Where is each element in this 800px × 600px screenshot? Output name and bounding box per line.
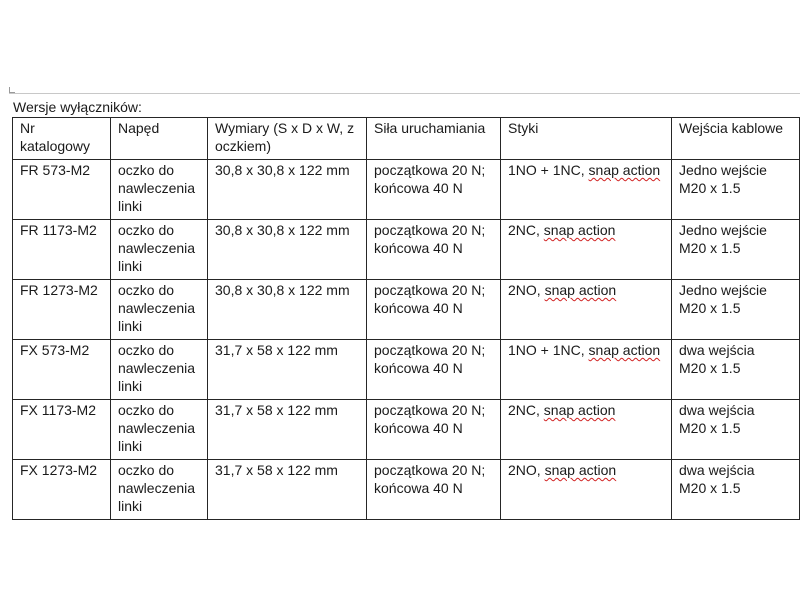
- cable-entry-count: dwa wejścia: [679, 342, 755, 358]
- table-row: [13, 400, 800, 460]
- contacts-config: 1NO + 1NC,: [508, 342, 585, 358]
- page-margin-rule: [9, 93, 800, 94]
- cell-actuation-force: [367, 460, 501, 520]
- header-contacts: Styki: [501, 118, 672, 160]
- table-row: [13, 220, 800, 280]
- cell-dimensions: 30,8 x 30,8 x 122 mm: [208, 220, 367, 280]
- cell-actuation-force: [367, 400, 501, 460]
- cell-drive: oczko do nawleczenia linki: [111, 340, 208, 400]
- contacts-config: 2NC,: [508, 402, 540, 418]
- switch-versions-table: [12, 117, 800, 520]
- table-row: [13, 160, 800, 220]
- force-start: początkowa 20 N;: [374, 282, 486, 298]
- force-start: początkowa 20 N;: [374, 402, 486, 418]
- cell-catalog-number: FR 1273-M2: [13, 280, 111, 340]
- force-end: końcowa 40 N: [374, 360, 463, 376]
- contacts-type: snap action: [543, 222, 616, 238]
- contacts-config: 2NO,: [508, 462, 541, 478]
- force-start: początkowa 20 N;: [374, 462, 486, 478]
- cell-contacts: [501, 340, 672, 400]
- cell-contacts: [501, 280, 672, 340]
- cell-drive: oczko do nawleczenia linki: [111, 460, 208, 520]
- cell-actuation-force: [367, 280, 501, 340]
- force-end: końcowa 40 N: [374, 240, 463, 256]
- cell-catalog-number: FX 1173-M2: [13, 400, 111, 460]
- cable-entry-thread: M20 x 1.5: [679, 360, 741, 376]
- contacts-config: 1NO + 1NC,: [508, 162, 585, 178]
- table-row: [13, 280, 800, 340]
- contacts-config: 2NO,: [508, 282, 541, 298]
- cable-entry-thread: M20 x 1.5: [679, 420, 741, 436]
- cell-contacts: [501, 220, 672, 280]
- cell-cable-entries: [672, 400, 800, 460]
- cell-drive: oczko do nawleczenia linki: [111, 400, 208, 460]
- cell-dimensions: 31,7 x 58 x 122 mm: [208, 460, 367, 520]
- contacts-type: snap action: [588, 162, 661, 178]
- cell-actuation-force: [367, 220, 501, 280]
- header-catalog-number: Nr katalogowy: [13, 118, 111, 160]
- cable-entry-count: Jedno wejście: [679, 162, 767, 178]
- cable-entry-count: Jedno wejście: [679, 222, 767, 238]
- cable-entry-thread: M20 x 1.5: [679, 240, 741, 256]
- cable-entry-thread: M20 x 1.5: [679, 300, 741, 316]
- cable-entry-count: dwa wejścia: [679, 402, 755, 418]
- table-heading: Wersje wyłączników:: [13, 99, 142, 115]
- cell-actuation-force: [367, 160, 501, 220]
- table-row: [13, 340, 800, 400]
- cell-cable-entries: [672, 460, 800, 520]
- header-cable-entries: Wejścia kablowe: [672, 118, 800, 160]
- force-end: końcowa 40 N: [374, 420, 463, 436]
- header-dimensions: Wymiary (S x D x W, z oczkiem): [208, 118, 367, 160]
- cell-catalog-number: FR 1173-M2: [13, 220, 111, 280]
- cell-cable-entries: [672, 220, 800, 280]
- cell-dimensions: 30,8 x 30,8 x 122 mm: [208, 280, 367, 340]
- cell-cable-entries: [672, 160, 800, 220]
- cell-contacts: [501, 400, 672, 460]
- cell-drive: oczko do nawleczenia linki: [111, 280, 208, 340]
- cable-entry-count: dwa wejścia: [679, 462, 755, 478]
- cell-cable-entries: [672, 340, 800, 400]
- header-drive: Napęd: [111, 118, 208, 160]
- contacts-type: snap action: [588, 342, 661, 358]
- force-end: końcowa 40 N: [374, 300, 463, 316]
- contacts-type: snap action: [543, 402, 616, 418]
- cell-drive: oczko do nawleczenia linki: [111, 220, 208, 280]
- force-end: końcowa 40 N: [374, 180, 463, 196]
- force-end: końcowa 40 N: [374, 480, 463, 496]
- cable-entry-count: Jedno wejście: [679, 282, 767, 298]
- cell-contacts: [501, 160, 672, 220]
- header-actuation-force: Siła uruchamiania: [367, 118, 501, 160]
- table-row: [13, 460, 800, 520]
- cell-cable-entries: [672, 280, 800, 340]
- cell-contacts: [501, 460, 672, 520]
- force-start: początkowa 20 N;: [374, 162, 486, 178]
- contacts-type: snap action: [544, 282, 617, 298]
- cell-dimensions: 30,8 x 30,8 x 122 mm: [208, 160, 367, 220]
- contacts-config: 2NC,: [508, 222, 540, 238]
- table-header-row: [13, 118, 800, 160]
- cell-dimensions: 31,7 x 58 x 122 mm: [208, 340, 367, 400]
- force-start: początkowa 20 N;: [374, 222, 486, 238]
- cable-entry-thread: M20 x 1.5: [679, 180, 741, 196]
- cable-entry-thread: M20 x 1.5: [679, 480, 741, 496]
- cell-catalog-number: FX 573-M2: [13, 340, 111, 400]
- contacts-type: snap action: [544, 462, 617, 478]
- cell-catalog-number: FR 573-M2: [13, 160, 111, 220]
- cell-catalog-number: FX 1273-M2: [13, 460, 111, 520]
- force-start: początkowa 20 N;: [374, 342, 486, 358]
- cell-dimensions: 31,7 x 58 x 122 mm: [208, 400, 367, 460]
- cell-actuation-force: [367, 340, 501, 400]
- cell-drive: oczko do nawleczenia linki: [111, 160, 208, 220]
